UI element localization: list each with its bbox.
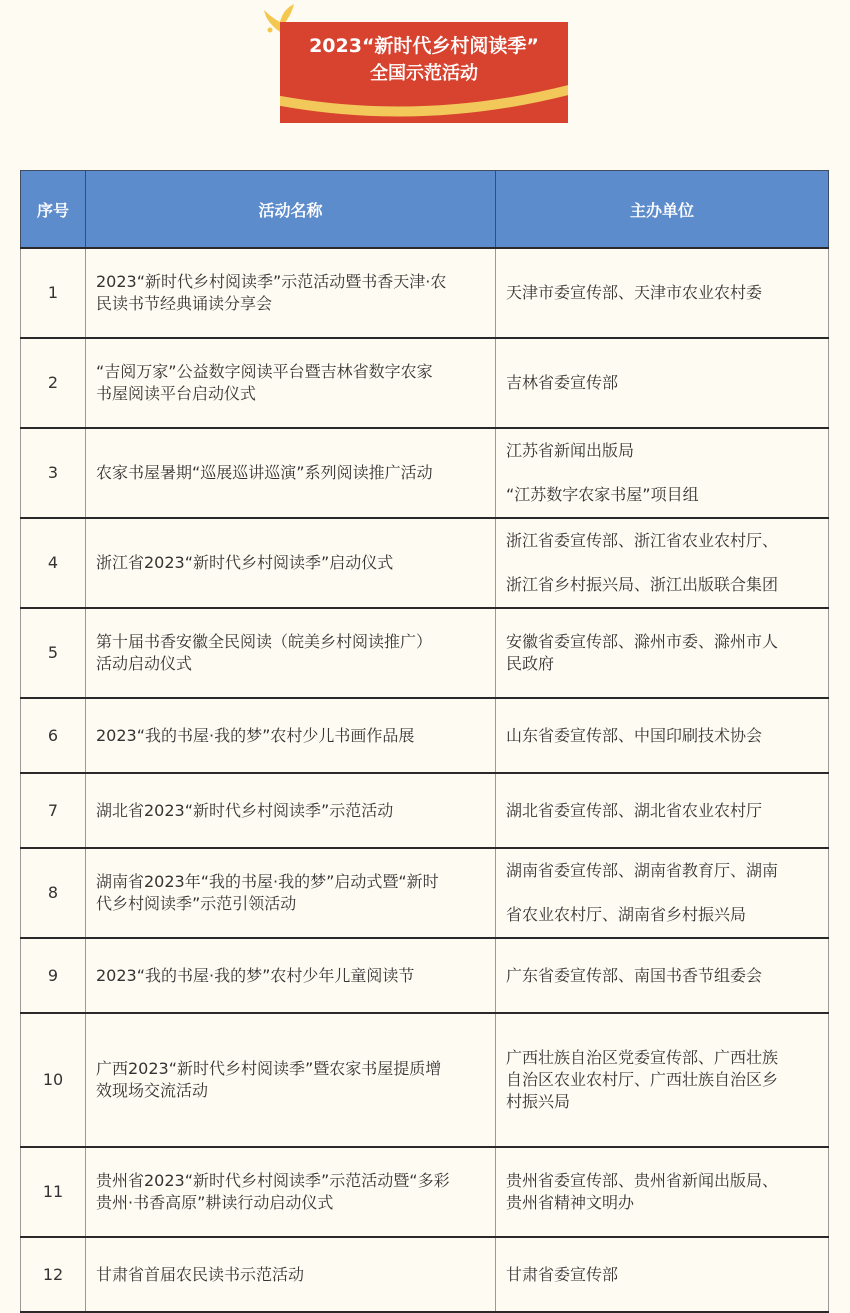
table-row (21, 938, 829, 1013)
organizer-cell (496, 608, 829, 698)
organizer-line: 湖北省委宣传部、湖北省农业农村厅 (506, 800, 763, 820)
organizer-cell (496, 338, 829, 428)
organizer-line: 湖南省委宣传部、湖南省教育厅、湖南 (506, 861, 779, 880)
activity-name-cell (86, 338, 496, 428)
row-number: 6 (21, 698, 86, 773)
banner-title-line2: 全国示范活动 (370, 63, 478, 84)
organizer-cell (496, 773, 829, 848)
organizer-cell (496, 698, 829, 773)
header-activity-name: 活动名称 (86, 171, 496, 249)
header-number: 序号 (21, 171, 86, 249)
organizer-line: 村振兴局 (506, 1092, 571, 1111)
row-number: 12 (21, 1237, 86, 1312)
activity-name-line: 2023“我的书屋·我的梦”农村少儿书画作品展 (96, 725, 415, 745)
activity-name-line: 民读书节经典诵读分享会 (96, 294, 273, 313)
table-row (21, 248, 829, 338)
row-number: 10 (21, 1013, 86, 1147)
row-number: 11 (21, 1147, 86, 1237)
table-row (21, 1147, 829, 1237)
organizer-cell (496, 1237, 829, 1312)
table-row (21, 1013, 829, 1147)
row-number: 8 (21, 848, 86, 938)
activity-name-line: 活动启动仪式 (96, 654, 193, 673)
activity-name-cell (86, 698, 496, 773)
table-row (21, 773, 829, 848)
activity-name-cell (86, 608, 496, 698)
activity-name-cell (86, 938, 496, 1013)
table-row (21, 848, 829, 938)
activity-name-line: 贵州·书香高原”耕读行动启动仪式 (96, 1193, 334, 1212)
table-row (21, 608, 829, 698)
activity-name-line: 效现场交流活动 (96, 1081, 209, 1100)
organizer-cell (496, 518, 829, 608)
organizer-cell (496, 1147, 829, 1237)
organizer-line: 山东省委宣传部、中国印刷技术协会 (506, 725, 763, 745)
activity-name-line: 2023“我的书屋·我的梦”农村少年儿童阅读节 (96, 965, 415, 985)
organizer-line: 浙江省委宣传部、浙江省农业农村厅、 (506, 531, 779, 550)
table-row (21, 698, 829, 773)
organizer-line: 甘肃省委宣传部 (506, 1264, 619, 1284)
banner-area (0, 0, 850, 170)
activity-name-cell (86, 773, 496, 848)
row-number: 7 (21, 773, 86, 848)
organizer-line: 省农业农村厅、湖南省乡村振兴局 (506, 905, 747, 924)
organizer-line: “江苏数字农家书屋”项目组 (506, 485, 699, 504)
activity-name-cell (86, 1013, 496, 1147)
organizer-line: 江苏省新闻出版局 (506, 441, 635, 460)
organizer-line: 广西壮族自治区党委宣传部、广西壮族 (506, 1048, 779, 1067)
organizer-line: 贵州省委宣传部、贵州省新闻出版局、 (506, 1171, 779, 1190)
table-row (21, 518, 829, 608)
activity-name-line: 甘肃省首届农民读书示范活动 (96, 1264, 305, 1284)
organizer-line: 贵州省精神文明办 (506, 1193, 635, 1212)
activity-name-line: 贵州省2023“新时代乡村阅读季”示范活动暨“多彩 (96, 1171, 450, 1190)
organizer-line: 天津市委宣传部、天津市农业农村委 (506, 283, 763, 302)
organizer-line: 自治区农业农村厅、广西壮族自治区乡 (506, 1070, 779, 1089)
activity-name-line: 农家书屋暑期“巡展巡讲巡演”系列阅读推广活动 (96, 463, 433, 482)
organizer-cell (496, 1013, 829, 1147)
organizer-line: 浙江省乡村振兴局、浙江出版联合集团 (506, 575, 779, 594)
organizer-line: 安徽省委宣传部、滁州市委、滁州市人 (506, 632, 779, 651)
organizer-cell (496, 848, 829, 938)
activity-name-line: 书屋阅读平台启动仪式 (96, 384, 257, 403)
activity-name-line: 代乡村阅读季”示范引领活动 (96, 894, 297, 913)
row-number: 3 (21, 428, 86, 518)
row-number: 2 (21, 338, 86, 428)
row-number: 9 (21, 938, 86, 1013)
organizer-line: 吉林省委宣传部 (506, 373, 619, 392)
activity-name-cell (86, 1147, 496, 1237)
activity-name-line: 广西2023“新时代乡村阅读季”暨农家书屋提质增 (96, 1059, 442, 1078)
activity-name-line: 2023“新时代乡村阅读季”示范活动暨书香天津·农 (96, 272, 447, 291)
row-number: 5 (21, 608, 86, 698)
activity-name-line: “吉阅万家”公益数字阅读平台暨吉林省数字农家 (96, 362, 433, 381)
organizer-line: 广东省委宣传部、南国书香节组委会 (506, 965, 763, 985)
activity-name-cell (86, 428, 496, 518)
row-number: 4 (21, 518, 86, 608)
organizer-line: 民政府 (506, 654, 555, 673)
table-header-row (21, 171, 829, 249)
banner-title-line1: 2023“新时代乡村阅读季” (309, 35, 539, 57)
table-row (21, 428, 829, 518)
activity-name-cell (86, 518, 496, 608)
activity-name-line: 湖南省2023年“我的书屋·我的梦”启动式暨“新时 (96, 872, 439, 891)
activity-name-cell (86, 1237, 496, 1312)
organizer-cell (496, 938, 829, 1013)
activity-name-line: 第十届书香安徽全民阅读（皖美乡村阅读推广） (96, 632, 433, 651)
activity-name-line: 湖北省2023“新时代乡村阅读季”示范活动 (96, 800, 394, 820)
activity-name-line: 浙江省2023“新时代乡村阅读季”启动仪式 (96, 553, 394, 572)
activities-table (20, 170, 829, 1313)
organizer-cell (496, 428, 829, 518)
header-organizer: 主办单位 (496, 171, 829, 249)
organizer-cell (496, 248, 829, 338)
row-number: 1 (21, 248, 86, 338)
activity-name-cell (86, 848, 496, 938)
table-row (21, 338, 829, 428)
table-row (21, 1237, 829, 1312)
title-banner (280, 22, 568, 123)
activity-name-cell (86, 248, 496, 338)
